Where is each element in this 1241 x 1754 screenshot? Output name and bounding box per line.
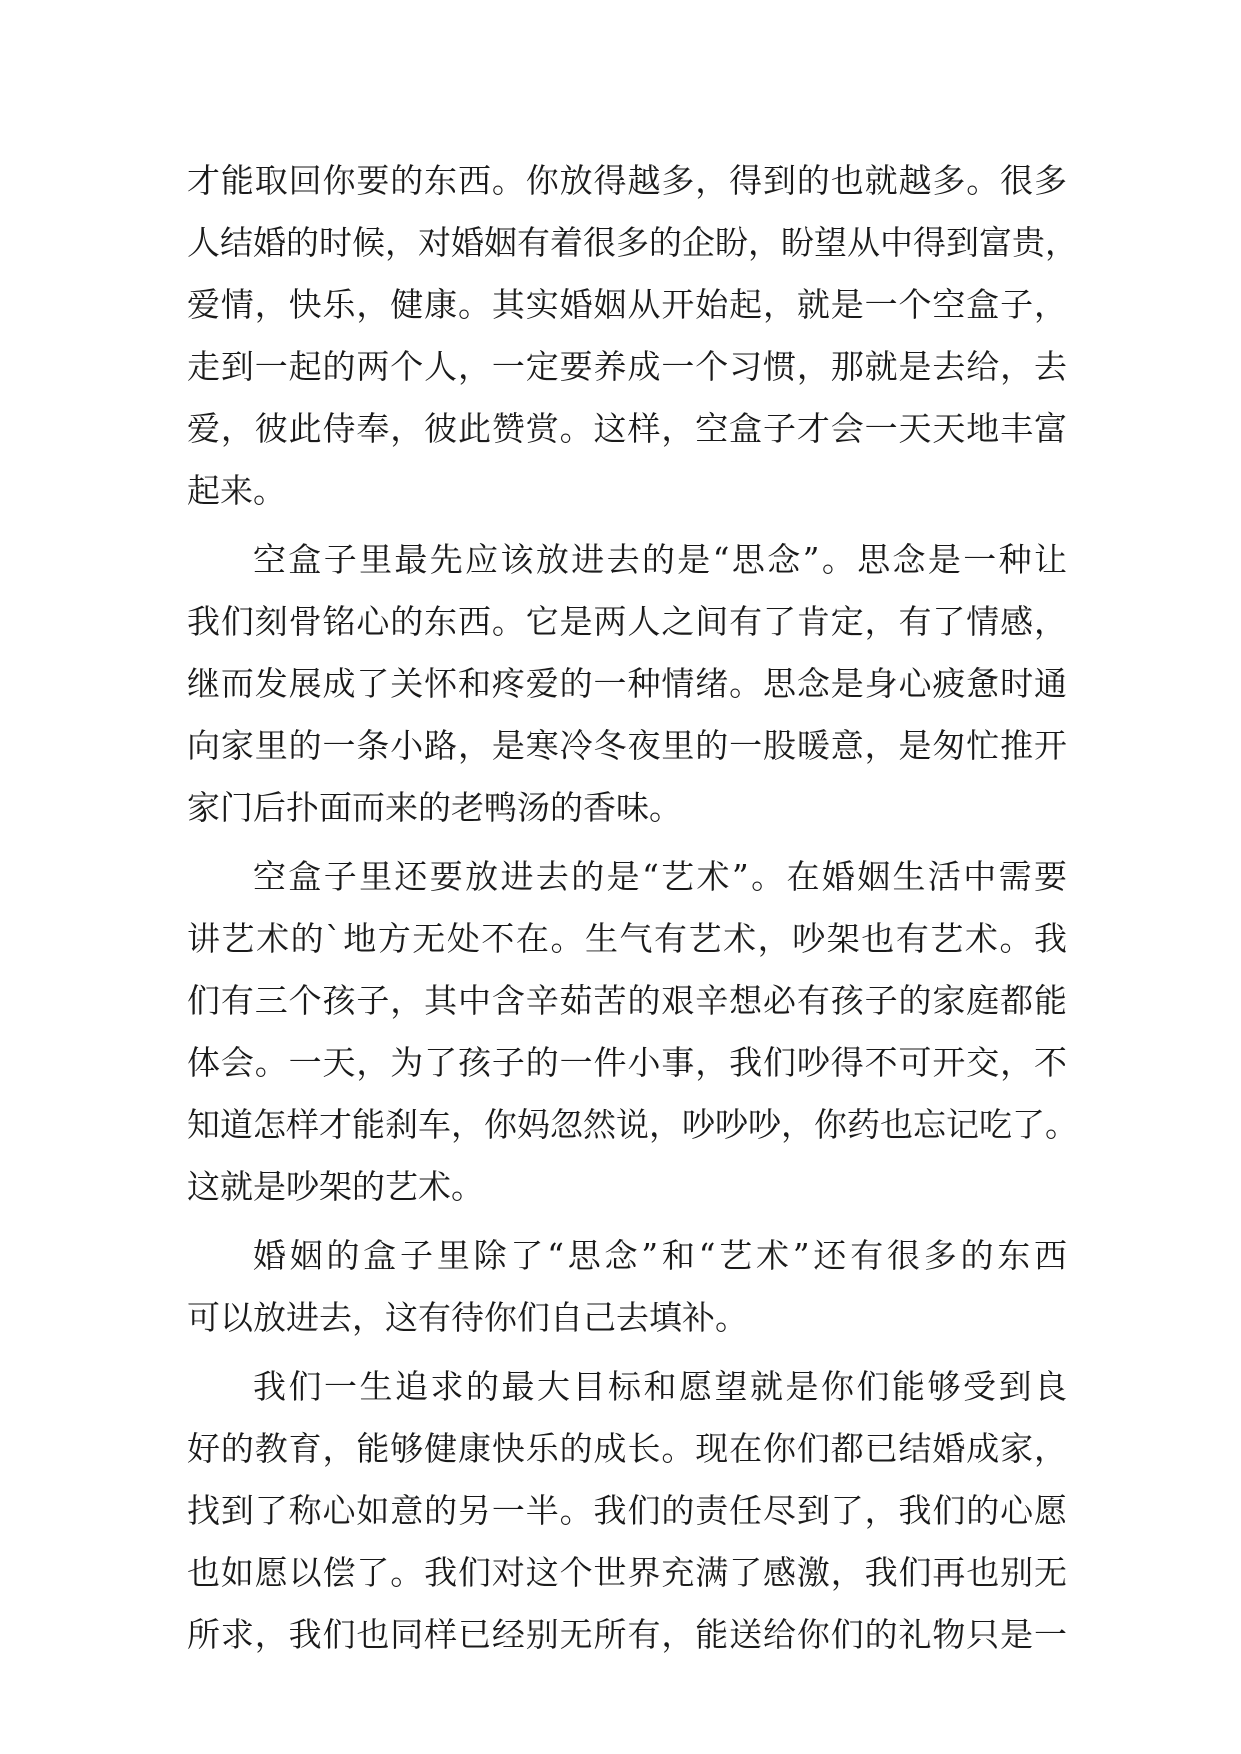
text-line: 讲艺术的`地方无处不在。生气有艺术，吵架也有艺术。我 [187, 919, 1067, 958]
text-line: 爱，彼此侍奉，彼此赞赏。这样，空盒子才会一天天地丰富 [187, 409, 1067, 448]
text-line: 空盒子里还要放进去的是“艺术”。在婚姻生活中需要 [253, 857, 1067, 896]
text-line: 起来。 [187, 471, 286, 510]
paragraph-5 [187, 1356, 1067, 1666]
text-line: 爱情，快乐，健康。其实婚姻从开始起，就是一个空盒子， [187, 285, 1067, 324]
text-line: 体会。一天，为了孩子的一件小事，我们吵得不可开交，不 [187, 1043, 1067, 1082]
text-line: 才能取回你要的东西。你放得越多，得到的也就越多。很多 [187, 161, 1067, 200]
paragraph-1 [187, 150, 1078, 522]
text-line: 我们刻骨铭心的东西。它是两人之间有了肯定，有了情感， [187, 602, 1067, 641]
text-line: 所求，我们也同样已经别无所有，能送给你们的礼物只是一 [187, 1615, 1067, 1654]
text-line: 也如愿以偿了。我们对这个世界充满了感激，我们再也别无 [187, 1553, 1067, 1592]
text-line: 这就是吵架的艺术。 [187, 1167, 484, 1206]
text-line: 找到了称心如意的另一半。我们的责任尽到了，我们的心愿 [187, 1491, 1067, 1530]
text-line: 人结婚的时候，对婚姻有着很多的企盼，盼望从中得到富贵， [187, 223, 1078, 262]
text-line: 继而发展成了关怀和疼爱的一种情绪。思念是身心疲惫时通 [187, 664, 1067, 703]
text-line: 向家里的一条小路，是寒冷冬夜里的一股暖意，是匆忙推开 [187, 726, 1067, 765]
text-line: 知道怎样才能刹车，你妈忽然说，吵吵吵，你药也忘记吃了。 [187, 1105, 1078, 1144]
paragraph-3 [187, 846, 1078, 1218]
paragraph-2 [187, 529, 1067, 839]
text-line: 们有三个孩子，其中含辛茹苦的艰辛想必有孩子的家庭都能 [187, 981, 1067, 1020]
document-body [187, 150, 1078, 1673]
text-line: 走到一起的两个人，一定要养成一个习惯，那就是去给，去 [187, 347, 1067, 386]
text-line: 空盒子里最先应该放进去的是“思念”。思念是一种让 [253, 540, 1067, 579]
text-line: 婚姻的盒子里除了“思念”和“艺术”还有很多的东西 [253, 1236, 1067, 1275]
text-line: 可以放进去，这有待你们自己去填补。 [187, 1298, 748, 1337]
text-line: 好的教育，能够健康快乐的成长。现在你们都已结婚成家， [187, 1429, 1067, 1468]
text-line: 家门后扑面而来的老鸭汤的香味。 [187, 788, 682, 827]
text-line: 我们一生追求的最大目标和愿望就是你们能够受到良 [253, 1367, 1067, 1406]
paragraph-4 [187, 1225, 1067, 1349]
